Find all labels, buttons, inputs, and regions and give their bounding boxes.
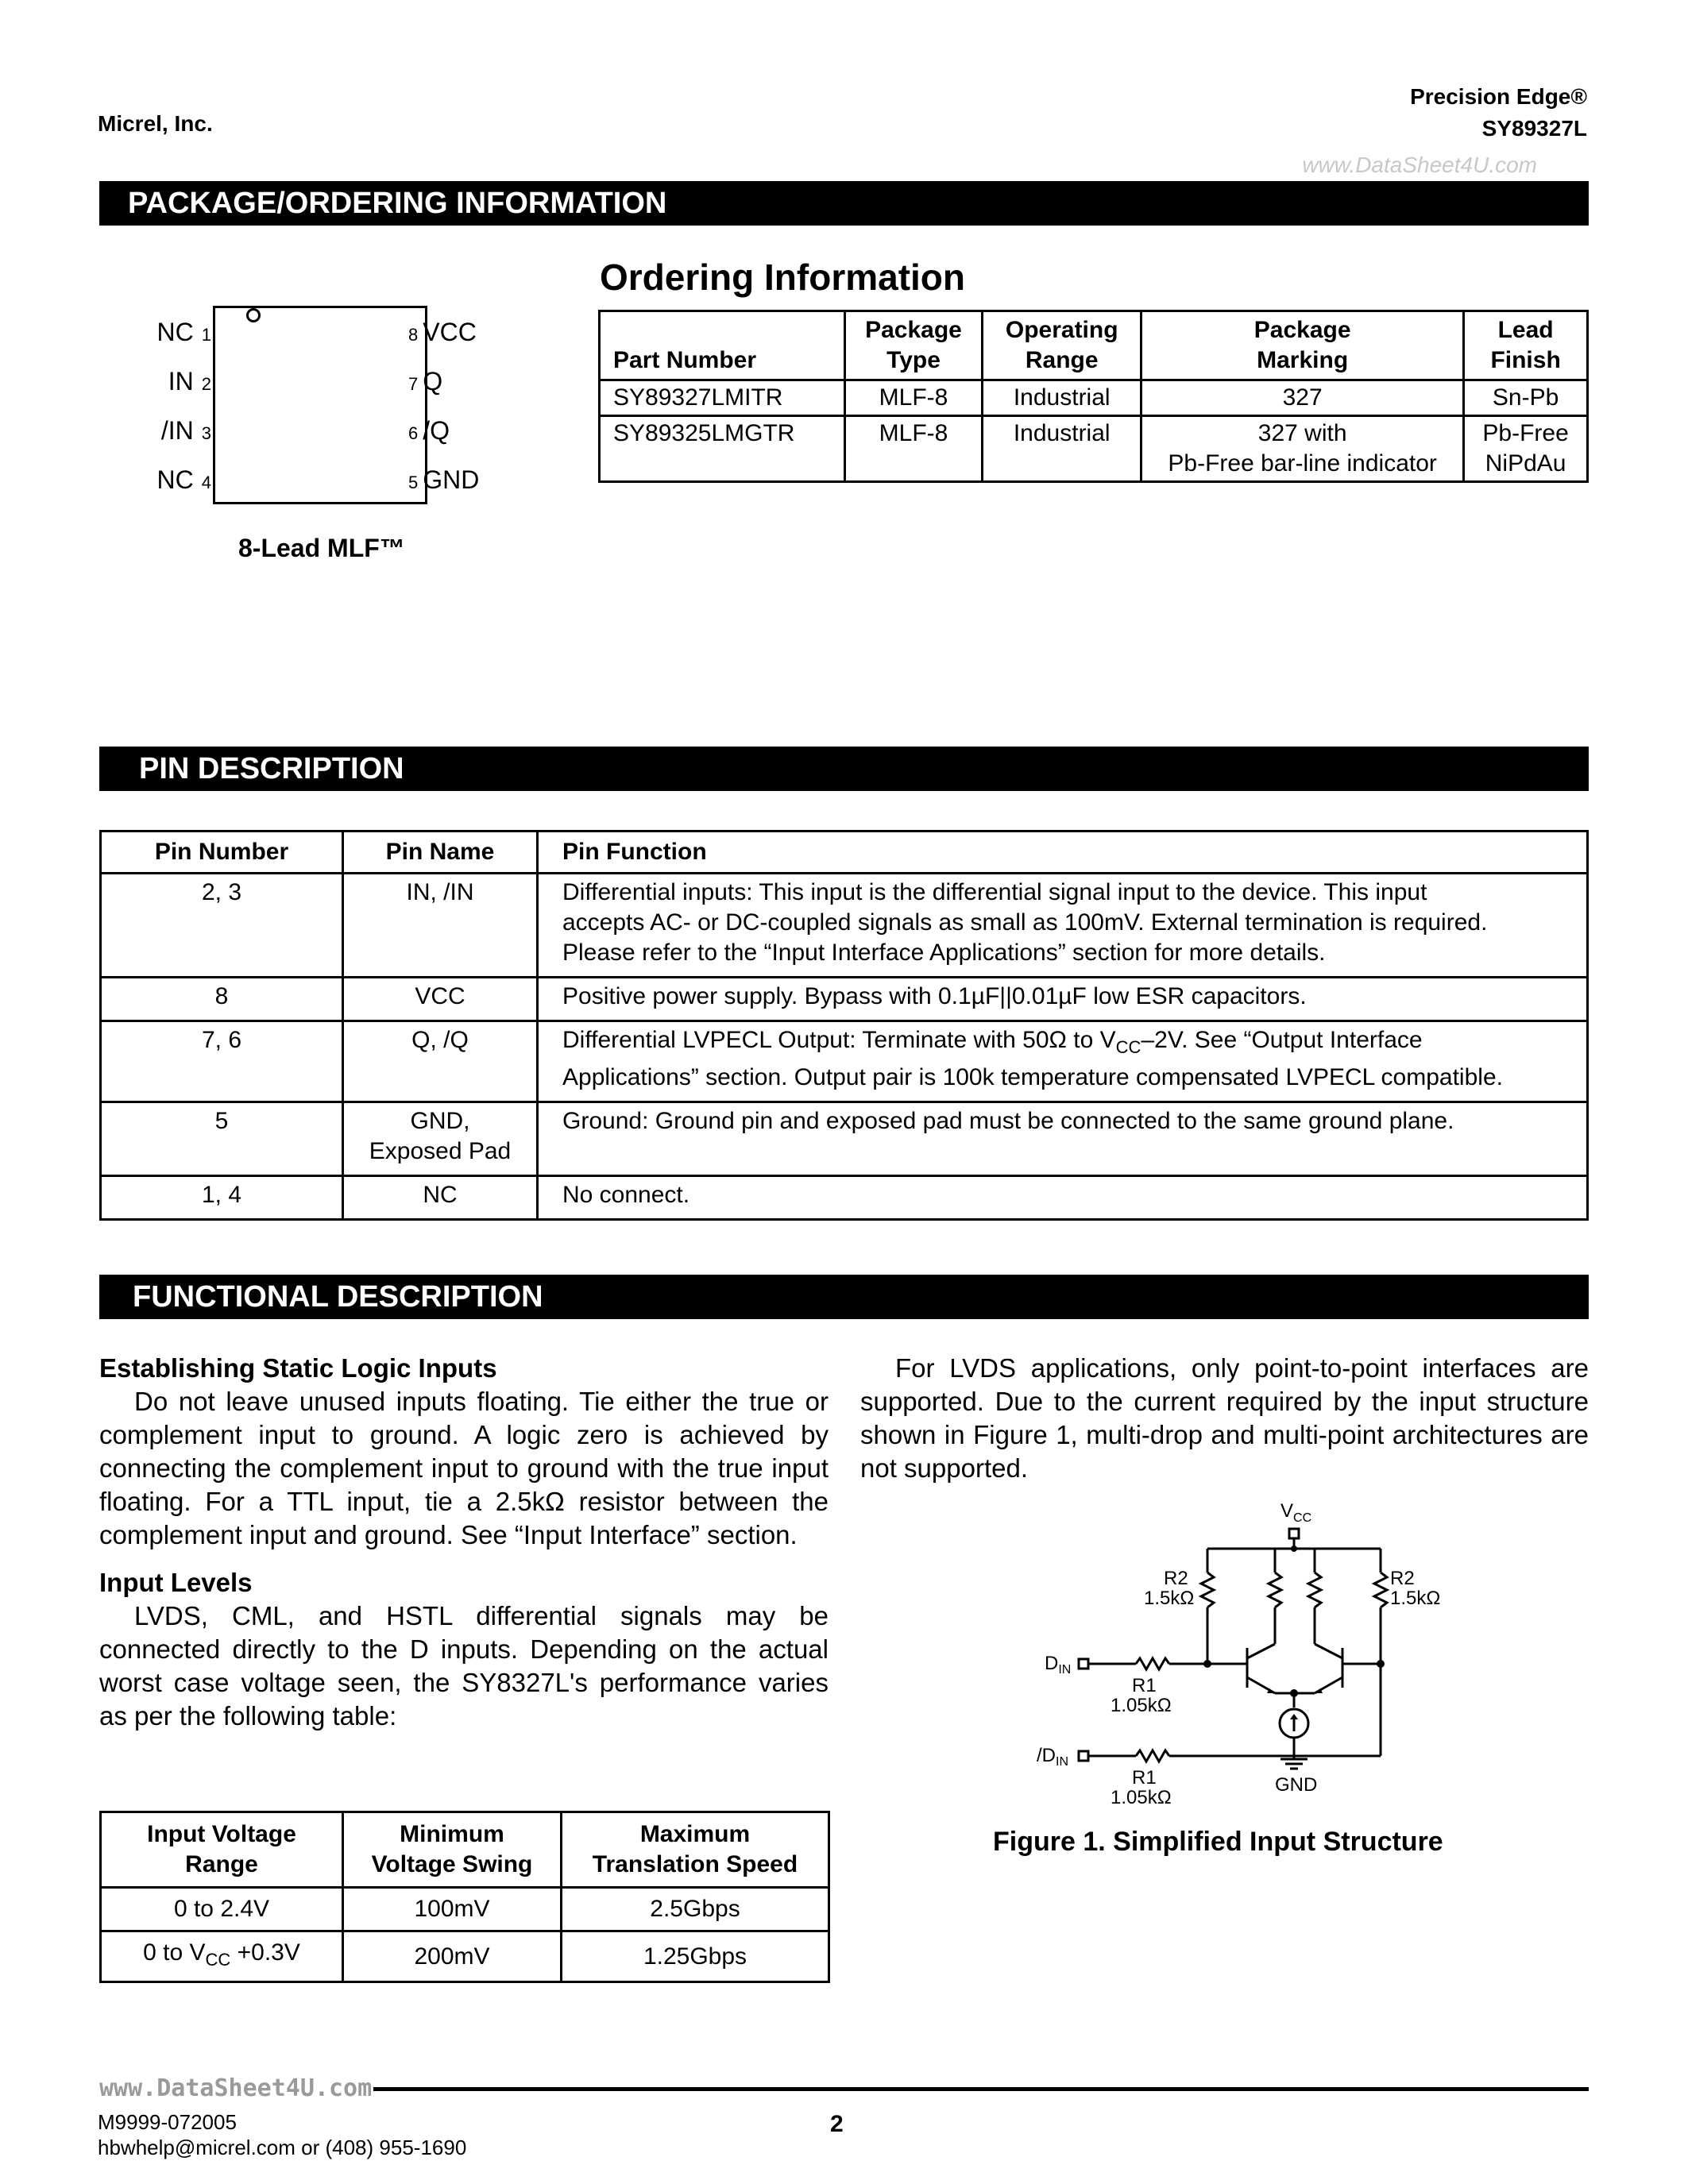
ndin-pin-icon [1079, 1751, 1088, 1761]
input-structure-schematic [1001, 1493, 1462, 1811]
din-label: $D_{IN}$ [1045, 1653, 1072, 1677]
col-pin-number: Pin Number [101, 832, 343, 874]
static-logic-paragraph: Do not leave unused inputs floating. Tie either the true or complement input to ground. A logic zero is achieved by connecting the complement input to ground with the true input floating. For a TTL input, tie a 2.5kΩ resistor between the complement input and ground. See “Input Interface” section. [99, 1387, 829, 1549]
footer-watermark-link[interactable]: www.DataSheet4U.com [99, 2074, 373, 2102]
table-row: SY89327LMITR MLF-8 Industrial 327 Sn-Pb [600, 380, 1588, 416]
section-title: PIN DESCRIPTION [139, 752, 404, 785]
col-lead-finish: Lead Finish [1464, 311, 1588, 380]
input-levels-table [99, 1811, 830, 1983]
r2-right-label: R2 [1390, 1568, 1415, 1589]
input-levels-paragraph: LVDS, CML, and HSTL differential signals may be connected directly to the D inputs. Depending on the actual worst case voltage seen, the SY8327L's performance varies as per the following table: [99, 1601, 829, 1731]
table-row: SY89325LMGTR MLF-8 Industrial 327 with Pb-Free bar-line indicator Pb-Free NiPdAu [600, 416, 1588, 482]
table-header-row [101, 832, 1588, 874]
r2-left-value: 1.5kΩ [1144, 1588, 1195, 1609]
r1-top-label: R1 [1132, 1675, 1157, 1696]
r1-bottom-label: R1 [1132, 1767, 1157, 1788]
vcc-pin-icon [1289, 1529, 1299, 1538]
pin-4: NC 4 [156, 465, 211, 494]
table-row: 0 to $V_{CC} +0.3V$ 200mV 1.25Gbps [101, 1931, 829, 1982]
vcc-label: $V_{CC}$ [1280, 1500, 1312, 1525]
footer-divider [373, 2087, 1589, 2091]
col-package-marking: Package Marking [1141, 311, 1464, 380]
r2-right-value: 1.5kΩ [1390, 1588, 1441, 1609]
pin-7: 7 Q [408, 367, 443, 396]
ordering-table [598, 310, 1589, 483]
ndin-label: $/D_{IN}$ [1037, 1745, 1068, 1769]
pin-3: /IN 3 [160, 416, 211, 445]
col-minimum-swing: Minimum Voltage Swing [343, 1812, 562, 1888]
lvds-paragraph: For LVDS applications, only point-to-point interfaces are supported. Due to the current required by the input structure shown in Figure 1, multi-drop and multi-point architectures are not supported. [860, 1353, 1589, 1483]
ordering-title: Ordering Information [600, 257, 965, 298]
col-pin-function: Pin Function [538, 832, 1588, 874]
table-row: 5 GND, Exposed Pad Ground: Ground pin and exposed pad must be connected to the same ground plane. [101, 1102, 1588, 1176]
table-header-row [600, 311, 1588, 380]
pin-2: IN 2 [168, 367, 211, 396]
col-operating-range: Operating Range [983, 311, 1141, 380]
col-package-type: Package Type [844, 311, 983, 380]
watermark-link[interactable]: www.DataSheet4U.com [1302, 152, 1537, 177]
left-column [99, 1352, 829, 1747]
col-pin-name: Pin Name [343, 832, 538, 874]
contact-info: hbwhelp@micrel.com or (408) 955-1690 [98, 2136, 467, 2159]
r1-bottom-value: 1.05kΩ [1111, 1787, 1172, 1808]
pin-5: 5 GND [408, 465, 480, 494]
table-header-row [101, 1812, 829, 1888]
pin-6: 6 /Q [408, 416, 450, 445]
table-row: 0 to 2.4V 100mV 2.5Gbps [101, 1888, 829, 1931]
pin-1: NC 1 [156, 318, 211, 346]
section-title: FUNCTIONAL DESCRIPTION [133, 1280, 543, 1314]
pin-description-table [99, 830, 1589, 1221]
section-bar-pin-description [99, 747, 1589, 791]
header-right [1410, 81, 1587, 145]
right-column [860, 1352, 1589, 1499]
resistor-r2-right-icon [1374, 1572, 1387, 1607]
part-number: SY89327L [1481, 116, 1587, 141]
resistor-r1-bottom-icon [1136, 1750, 1169, 1761]
table-row: 2, 3 IN, /IN Differential inputs: This input is the differential signal input to the device. This input accepts AC- or DC-coupled signals as small as 100mV. External termination is required. Please refer to the “Input Interface Applications” section for more details. [101, 874, 1588, 978]
figure-caption: Figure 1. Simplified Input Structure [993, 1827, 1443, 1857]
table-row: 8 VCC Positive power supply. Bypass with 0.1µF||0.01µF low ESR capacitors. [101, 978, 1588, 1021]
pin1-marker-icon [246, 308, 261, 322]
company-name: Micrel, Inc. [98, 111, 213, 136]
static-logic-heading: Establishing Static Logic Inputs [99, 1353, 497, 1383]
section-bar-functional [99, 1275, 1589, 1319]
table-row: 7, 6 Q, /Q Differential LVPECL Output: Terminate with 50Ω to $V_{CC}-2V$. See “Output Interface Applications” section. Output pair is 100k temperature compensated LVPECL compatible. [101, 1021, 1588, 1102]
col-input-voltage-range: Input Voltage Range [101, 1812, 343, 1888]
resistor-r2-left-icon [1201, 1572, 1214, 1607]
input-levels-heading: Input Levels [99, 1568, 253, 1597]
resistor-collector-left-icon [1269, 1572, 1281, 1607]
chip-outline [213, 306, 427, 504]
col-part-number: Part Number [600, 311, 845, 380]
col-maximum-speed: Maximum Translation Speed [562, 1812, 829, 1888]
din-pin-icon [1079, 1659, 1088, 1669]
resistor-r1-top-icon [1136, 1658, 1169, 1669]
section-bar-package [99, 181, 1589, 226]
section-title: PACKAGE/ORDERING INFORMATION [128, 187, 667, 220]
gnd-label: GND [1275, 1774, 1318, 1796]
table-row: 1, 4 NC No connect. [101, 1176, 1588, 1220]
document-number: M9999-072005 [98, 2110, 237, 2134]
pin-8: 8 VCC [408, 318, 477, 346]
product-line: Precision Edge® [1410, 84, 1587, 109]
resistor-collector-right-icon [1308, 1572, 1321, 1607]
footer-info [98, 2109, 466, 2160]
page-number: 2 [830, 2111, 844, 2137]
r2-left-label: R2 [1164, 1568, 1188, 1589]
package-caption: 8-Lead MLF™ [238, 534, 405, 562]
r1-top-value: 1.05kΩ [1111, 1695, 1172, 1716]
